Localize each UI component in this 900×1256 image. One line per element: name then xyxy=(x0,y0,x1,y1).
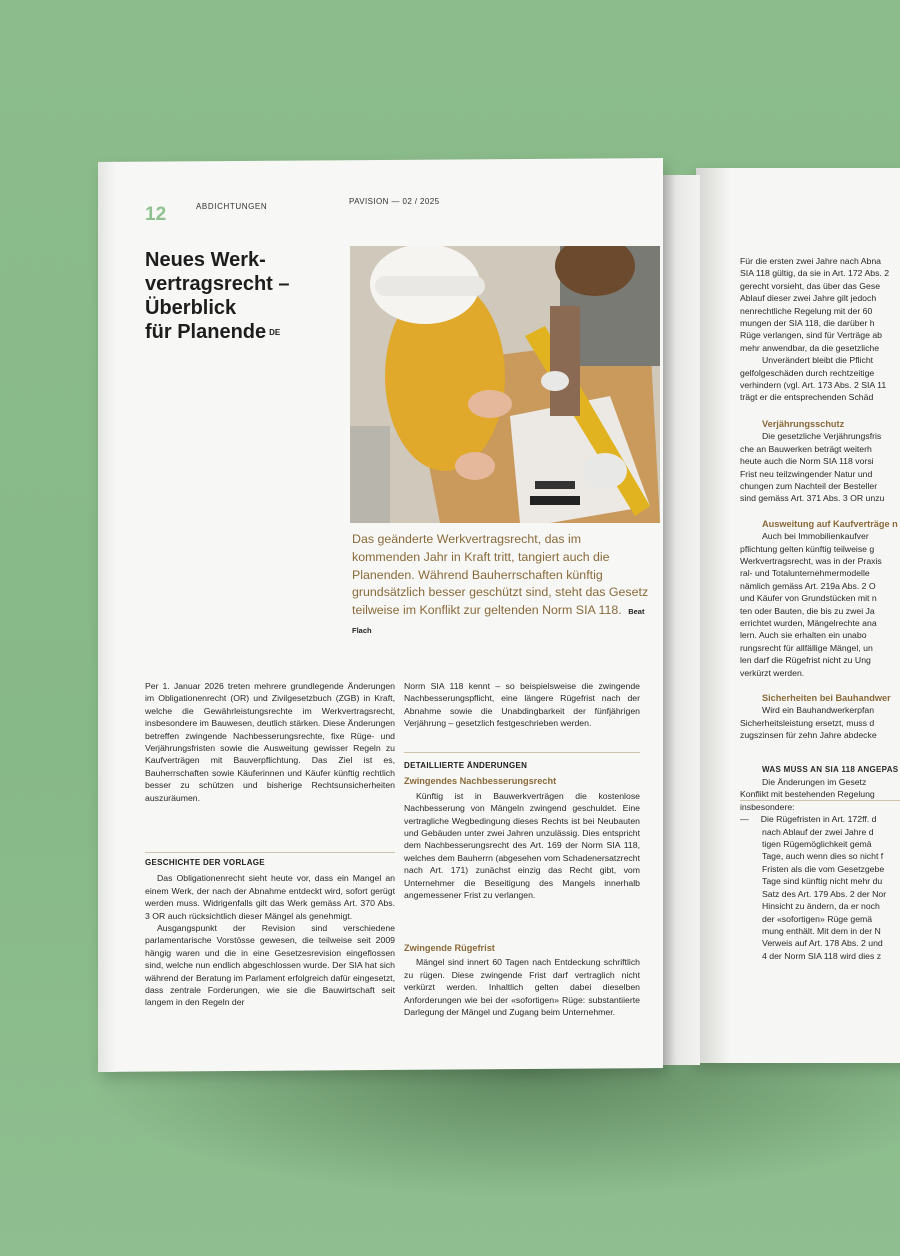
text-line: Tage, auch wenn dies so nicht f xyxy=(762,851,884,862)
lead-text: Das geänderte Werkvertragsrecht, das im kommenden Jahr in Kraft tritt, tangiert auch die Planenden. Während Bauherrschaften künftig grundsätzlich besser geschützt sind, steht das Gesetz teilweise im Konflikt zur geltenden Norm SIA 118. xyxy=(352,532,649,618)
column-left-intro xyxy=(145,680,395,804)
author-name: Beat Flach xyxy=(352,607,645,635)
magazine-name: PAVISION xyxy=(349,197,389,206)
subheading: Ausweitung auf Kaufverträge n xyxy=(762,518,898,529)
section-heading: DETAILLIERTE ÄNDERUNGEN xyxy=(404,761,528,770)
body-paragraph: Mängel sind innert 60 Tagen nach Entdeckung schriftlich zu rügen. Diese zwingende Frist darf vertraglich nicht verkürzt werden. Inhaltlich gelten dabei dieselben Anforderungen wie bei der «sofortigen» Rüge: substantiierte Darlegung der Mängel und Zugang beim Unternehmer. xyxy=(404,957,640,1018)
column-middle-notice xyxy=(404,942,640,1018)
text-line: pflichtung gelten künftig teilweise g xyxy=(740,543,875,554)
section-divider xyxy=(404,752,640,753)
column-middle-intro xyxy=(404,680,640,730)
magazine-label xyxy=(349,197,439,206)
text-line: 4 der Norm SIA 118 wird dies z xyxy=(762,950,882,961)
body-paragraph: Norm SIA 118 kennt – so beispielsweise die zwingende Nachbesserungspflicht, eine längere Rügefrist nach der Abnahme sowie die Unabdingbarkeit der fünfjährigen Verjährung – gesetzlich festgeschrieben werden. xyxy=(404,681,640,729)
text-line: Für die ersten zwei Jahre nach Abna xyxy=(740,256,882,266)
text-line: Rüge verlangen, sind für Verträge ab xyxy=(740,330,882,341)
text-line: nenrechtliche Regelung mit der 60 xyxy=(740,305,873,316)
bullet-dash: — xyxy=(740,814,749,825)
subheading: Sicherheiten bei Bauhandwer xyxy=(762,693,891,703)
title-line: vertragsrecht – xyxy=(145,273,290,295)
section-divider xyxy=(740,800,900,801)
text-line: Frist neu teilzwingender Natur und xyxy=(740,468,873,479)
text-line: heute auch die Norm SIA 118 vorsi xyxy=(740,456,874,467)
text-line: ten oder Bauten, die bis zu zwei Ja xyxy=(740,605,875,616)
page-gutter xyxy=(660,175,700,1065)
text-line: Werkvertragsrecht, was in der Praxis xyxy=(740,555,882,566)
language-tag: DE xyxy=(269,327,281,337)
text-line: mung enthält. Mit dem in der N xyxy=(762,925,881,936)
section-heading: GESCHICHTE DER VORLAGE xyxy=(145,858,265,867)
article-lead xyxy=(352,531,652,640)
text-line: Konflikt mit bestehenden Regelung xyxy=(740,789,875,800)
title-line-text: für Planende xyxy=(145,321,267,343)
text-line: mungen der SIA 118, die darüber h xyxy=(740,318,875,329)
title-line: Neues Werk- xyxy=(145,249,266,271)
text-line: gelfolgeschäden durch rechtzeitige xyxy=(740,367,875,378)
text-line: Hinsicht zu ändern, da er noch xyxy=(762,901,880,912)
subheading: Zwingende Rügefrist xyxy=(404,943,495,953)
text-line: rungsrecht für allfällige Mängel, un xyxy=(740,642,873,653)
text-line: Auch bei Immobilienkaufver xyxy=(762,531,869,542)
subheading: Verjährungsschutz xyxy=(762,418,845,429)
text-line: Tage sind künftig nicht mehr du xyxy=(762,876,883,887)
text-line: und Käufer von Grundstücken mit n xyxy=(740,593,877,604)
column-left-history xyxy=(145,857,395,1009)
column-right xyxy=(740,255,900,962)
text-line: nämlich gemäss Art. 219a Abs. 2 O xyxy=(740,580,876,591)
text-line: SIA 118 gültig, da sie in Art. 172 Abs. 2 xyxy=(740,268,890,279)
text-line: tigen Rügemöglichkeit gemä xyxy=(762,839,872,850)
text-line: Satz des Art. 179 Abs. 2 der Nor xyxy=(762,888,887,899)
issue-number: 02 / 2025 xyxy=(402,197,440,206)
bullet-line xyxy=(740,813,900,825)
text-line: Ablauf dieser zwei Jahre gilt jedoch xyxy=(740,293,877,304)
text-line: Die Änderungen im Gesetz xyxy=(762,777,867,788)
text-line: Die gesetzliche Verjährungsfris xyxy=(762,431,882,442)
section-divider xyxy=(145,852,395,853)
body-paragraph: Das Obligationenrecht sieht heute vor, dass ein Mangel an einem Werk, der nach der Abnahme entdeckt wird, sofort gerügt werden muss. Widrigenfalls gilt das Werk gemäss Art. 370 Abs. 3 OR auch rücksichtlich dieser Mängel als genehmigt. xyxy=(145,873,395,921)
bullet-text: Die Rügefristen in Art. 172ff. d xyxy=(760,814,877,825)
text-line: Fristen als die vom Gesetzgebe xyxy=(762,863,885,874)
text-line: verhindern (vgl. Art. 173 Abs. 2 SIA 11 xyxy=(740,380,887,391)
article-photo xyxy=(350,246,660,523)
title-line xyxy=(145,320,345,345)
text-line: insbesondere: xyxy=(740,801,795,812)
text-line: ral- und Totalunternehmermodelle xyxy=(740,568,870,579)
text-line: chungen zum Nachteil der Besteller xyxy=(740,480,878,491)
text-line: Sicherheitsleistung ersetzt, muss d xyxy=(740,717,875,728)
text-line: gerecht vorsieht, das über das Gese xyxy=(740,280,881,291)
text-line: Verweis auf Art. 178 Abs. 2 und xyxy=(762,938,883,949)
text-line: zugszinsen für zehn Jahre abdecke xyxy=(740,730,877,741)
text-line: len darf die Rügefrist nicht zu Ung xyxy=(740,655,871,666)
text-line: nach Ablauf der zwei Jahre d xyxy=(762,826,874,837)
section-heading: WAS MUSS AN SIA 118 ANGEPAS xyxy=(762,764,899,774)
text-line: der «sofortigen» Rüge gemä xyxy=(762,913,873,924)
title-line: Überblick xyxy=(145,297,237,319)
text-line: verkürzt werden. xyxy=(740,667,805,678)
column-middle-changes xyxy=(404,760,640,901)
page-number: 12 xyxy=(145,204,167,225)
photo-construction-workers xyxy=(350,246,660,523)
body-paragraph: Ausgangspunkt der Revision sind verschiedene parlamentarische Vorstösse gewesen, die teilweise seit 2009 hängig waren und die in eine Gesetzesrevision eingeflossen sind, welche nun endlich abgeschlossen wurde. Der SIA hat sich während der Beratung im Parlament erfolgreich dafür eingesetzt, dass zentrale Forderungen, wie sie die Bauwirtschaft seit langem in den Regeln der xyxy=(145,923,395,1008)
text-line: mehr anwendbar, da die gesetzliche xyxy=(740,342,880,353)
subheading: Zwingendes Nachbesserungsrecht xyxy=(404,776,557,787)
text-line: Wird ein Bauhandwerkerpfan xyxy=(762,705,875,716)
text-line: sind gemäss Art. 371 Abs. 3 OR unzu xyxy=(740,493,885,504)
text-line: lern. Auch sie erhalten ein unabo xyxy=(740,630,867,641)
text-line: trägt er die entsprechenden Schäd xyxy=(740,392,874,403)
text-line: Unverändert bleibt die Pflicht xyxy=(762,355,874,366)
article-title xyxy=(145,248,345,345)
section-label: ABDICHTUNGEN xyxy=(196,202,268,211)
body-paragraph: Per 1. Januar 2026 treten mehrere grundlegende Änderungen im Obligationenrecht (OR) und Zivilgesetzbuch (ZGB) in Kraft, welche die Gewährleistungsrechte im Werkvertragsrecht, insbesondere im Bauwesen, deutlich stärken. Diese Änderungen betreffen zwingende Nachbesserungsrechte, fixe Rüge- und Verjährungsfristen sowie die Ausweitung gewisser Regeln zu Kaufverträgen mit Bauverpflichtung. Das Ziel ist es, Bauherrschaften sowie Käuferinnen und Käufer künftig rechtlich besser zu schützen und bisherige Rechtsunsicherheiten auszuräumen. xyxy=(145,681,395,803)
magazine-separator: — xyxy=(391,197,403,206)
body-paragraph: Künftig ist in Bauwerkverträgen die kostenlose Nachbesserung von Mängeln zwingend geschuldet. Eine vertragliche Wegbedingung dieses Rechts ist bei Neubauten und Gebäuden unter zwei Jahren unzulässig. Dies entspricht dem Nachbesserungsrecht des Art. 169 der Norm SIA 118, welches dem Bauherrn (abgesehen vom Schadenersatzrecht nach Art. 171) zunächst einzig das Recht gibt, vom Unternehmer die Beseitigung des Mangels innerhalb angemessener Frist zu verlangen. xyxy=(404,790,640,901)
text-line: che an Bauwerken beträgt weiterh xyxy=(740,443,872,454)
text-line: errichtet wurden, Mängelrechte ana xyxy=(740,617,877,628)
